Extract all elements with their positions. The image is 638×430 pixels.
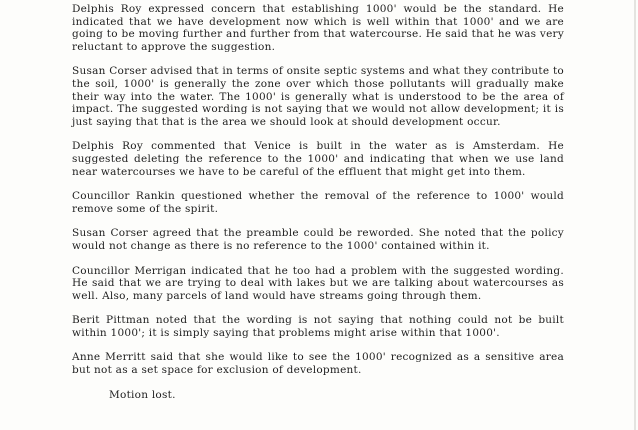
- page-edge-divider: [634, 0, 636, 430]
- paragraph-roy-concern: Delphis Roy expressed concern that establishing 1000' would be the standard. He indicated that we have development now which is well within that 1000' and we are going to be moving further and further from that watercourse. He said that he was very reluctant to approve the suggestion.: [72, 3, 564, 53]
- paragraph-roy-venice: Delphis Roy commented that Venice is built in the water as is Amsterdam. He suggested deleting the reference to the 1000' and indicating that when we use land near watercourses we have to be careful of the effluent that might get into them.: [72, 140, 564, 178]
- paragraph-pittman-note: Berit Pittman noted that the wording is not saying that nothing could not be built within 1000'; it is simply saying that problems might arise within that 1000'.: [72, 314, 564, 339]
- motion-result: Motion lost.: [109, 388, 176, 401]
- paragraph-merrigan-wording: Councillor Merrigan indicated that he too had a problem with the suggested wording. He said that we are trying to deal with lakes but we are talking about watercourses as well. Also, many parcels of land would have streams going through them.: [72, 264, 564, 302]
- paragraph-corser-septic: Susan Corser advised that in terms of onsite septic systems and what they contribute to the soil, 1000' is generally the zone over which those pollutants will gradually make their way into the water. The 1000' is generally what is understood to be the area of impact. The suggested wording is not saying that we would not allow development; it is just saying that that is the area we should look at should development occur.: [72, 65, 564, 128]
- minutes-page: [72, 3, 564, 401]
- paragraph-corser-preamble: Susan Corser agreed that the preamble could be reworded. She noted that the policy would not change as there is no reference to the 1000' contained within it.: [72, 227, 564, 252]
- paragraph-rankin-question: Councillor Rankin questioned whether the removal of the reference to 1000' would remove some of the spirit.: [72, 190, 564, 215]
- paragraph-merritt-area: Anne Merritt said that she would like to see the 1000' recognized as a sensitive area but not as a set space for exclusion of development.: [72, 351, 564, 377]
